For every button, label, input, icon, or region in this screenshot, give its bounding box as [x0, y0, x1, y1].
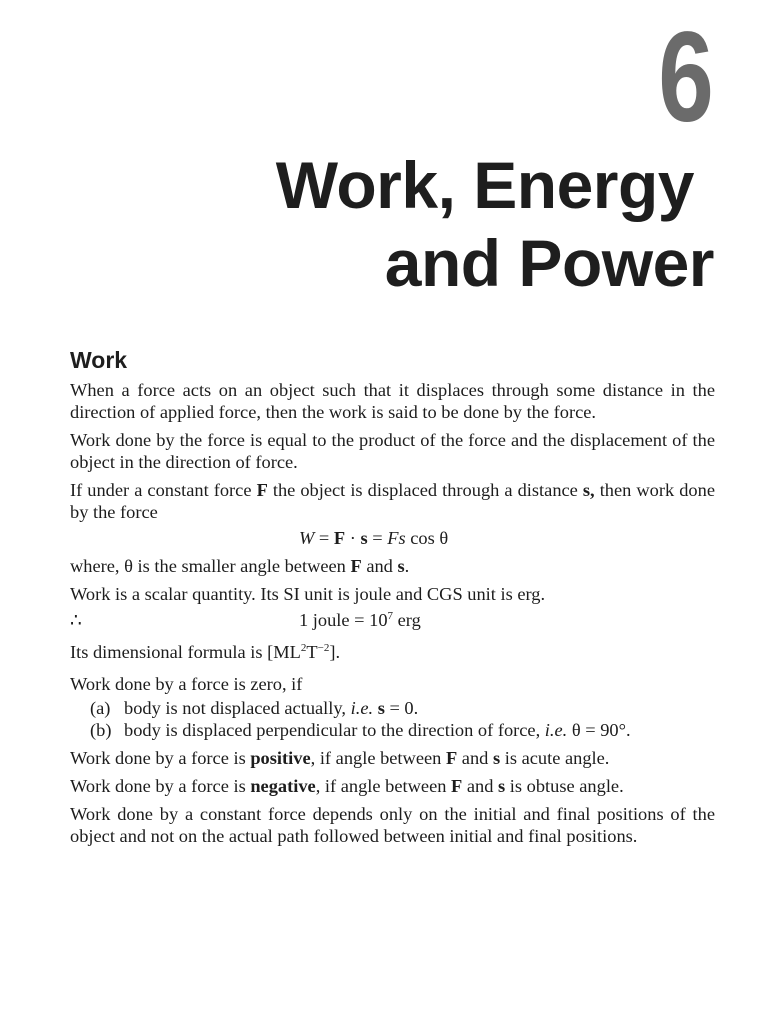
text-run: is obtuse angle.: [505, 776, 624, 796]
text-italic: i.e.: [350, 698, 374, 718]
vector-F: F: [451, 776, 463, 796]
joule-conversion: [70, 609, 715, 631]
text-run: body is not displaced actually,: [124, 698, 351, 718]
chapter-title: [276, 146, 714, 302]
text-run: 1 joule = 10: [299, 610, 388, 630]
exponent: 2: [300, 642, 307, 654]
text-run: = 0.: [384, 698, 419, 718]
paragraph-units: Work is a scalar quantity. Its SI unit is joule and CGS unit is erg.: [70, 584, 546, 604]
therefore-symbol: ∴: [70, 610, 82, 630]
text-run: is acute angle.: [500, 748, 610, 768]
paragraph-product: Work done by the force is equal to the product of the force and the displacement of the object in the direction of force.: [70, 430, 715, 472]
text-run: , if angle between: [310, 748, 446, 768]
page-body: [70, 344, 715, 853]
vector-s: s: [492, 748, 501, 768]
text-run: body is displaced perpendicular to the direction of force,: [124, 720, 545, 740]
paragraph-definition: When a force acts on an object such that it displaces through some distance in the direction of applied force, then the work is said to be done by the force.: [70, 380, 715, 422]
vector-s: s: [397, 556, 405, 576]
joule-equation: [299, 609, 421, 631]
paragraph-negative-work: [70, 775, 715, 797]
text-run: and: [462, 776, 499, 796]
zero-work-cases: [70, 697, 715, 741]
symbol-W: W: [299, 528, 315, 548]
work-formula: [70, 527, 715, 549]
text-bold: positive: [250, 748, 311, 768]
text-run: cos θ: [405, 528, 449, 548]
vector-s: s,: [582, 480, 595, 500]
vector-s: s: [360, 528, 368, 548]
paragraph-path-independence: Work done by a constant force depends only on the initial and final positions of the object and not on the actual path followed between initial and final positions.: [70, 804, 715, 846]
text-run: Work done by a force is: [70, 776, 251, 796]
list-text: [124, 719, 715, 741]
exponent: −2: [317, 642, 330, 654]
text-run: then work done by the force: [70, 480, 715, 522]
vector-F: F: [256, 480, 268, 500]
chapter-title-line1: Work, Energy: [275, 148, 694, 222]
list-text: [124, 697, 715, 719]
vector-s: s: [498, 776, 506, 796]
text-run: T: [306, 642, 318, 662]
paragraph-constant-force: [70, 479, 715, 523]
vector-F: F: [333, 528, 346, 548]
text-run: ].: [329, 642, 341, 662]
chapter-number: 6: [658, 6, 712, 149]
chapter-title-line2: and Power: [384, 226, 714, 300]
paragraph-zero-work: Work done by a force is zero, if: [70, 674, 303, 694]
text-run: ·: [345, 528, 361, 548]
list-item: [90, 697, 715, 719]
vector-F: F: [350, 556, 362, 576]
text-run: and: [361, 556, 398, 576]
list-item: [90, 719, 715, 741]
list-label: (a): [90, 698, 111, 718]
vector-F: F: [445, 748, 458, 768]
text-run: Work done by a force is: [70, 748, 251, 768]
vector-s: s: [377, 698, 385, 718]
symbol-Fs: Fs: [387, 528, 406, 548]
paragraph-dimension: [70, 641, 715, 663]
text-run: , if angle between: [315, 776, 452, 796]
text-run: erg: [393, 610, 421, 630]
paragraph-positive-work: [70, 747, 715, 769]
text-run: .: [404, 556, 410, 576]
paragraph-angle: [70, 555, 715, 577]
text-run: where, θ is the smaller angle between: [70, 556, 351, 576]
exponent: 7: [387, 610, 394, 622]
list-label: (b): [90, 720, 112, 740]
text-italic: i.e.: [544, 720, 568, 740]
text-run: the object is displaced through a distance: [267, 480, 583, 500]
text-run: =: [367, 528, 388, 548]
text-run: If under a constant force: [70, 480, 257, 500]
section-heading: Work: [70, 347, 128, 373]
text-bold: negative: [250, 776, 316, 796]
text-run: Its dimensional formula is [ML: [70, 642, 301, 662]
text-run: θ = 90°.: [567, 720, 631, 740]
text-run: =: [314, 528, 334, 548]
text-run: and: [457, 748, 493, 768]
